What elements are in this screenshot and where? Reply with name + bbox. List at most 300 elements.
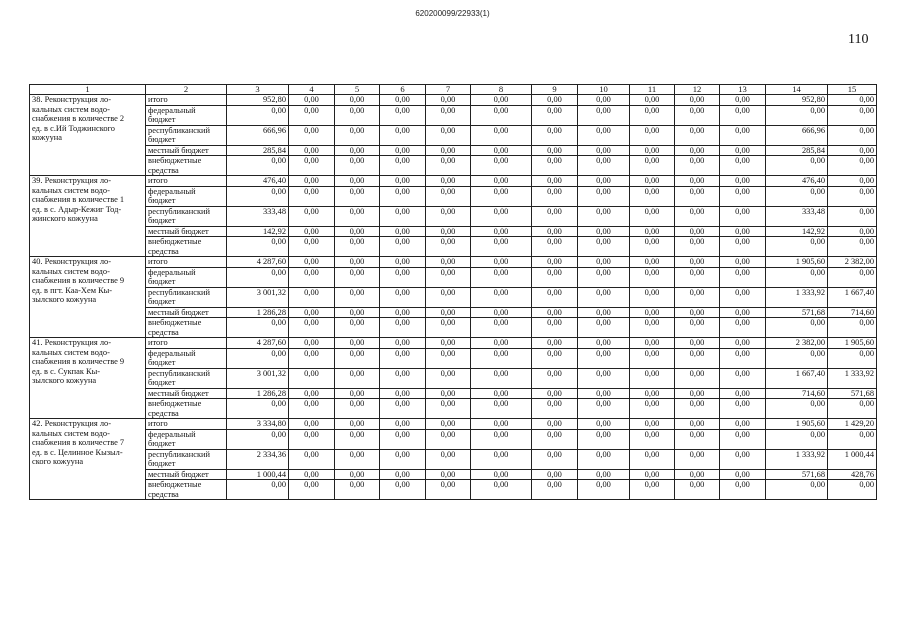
- value-cell-col-5: 0,00: [335, 348, 380, 368]
- value-cell-col-12: 0,00: [675, 469, 720, 480]
- value-cell-col-6: 0,00: [380, 186, 426, 206]
- value-cell-col-15: 0,00: [828, 267, 877, 287]
- value-cell-col-13: 0,00: [720, 125, 766, 145]
- value-cell-col-9: 0,00: [532, 95, 578, 106]
- project-name-line: кальных систем водо-: [32, 104, 110, 114]
- value-cell-col-15: 0,00: [828, 145, 877, 156]
- funding-source-cell: республиканский бюджет: [146, 368, 227, 388]
- value-cell-col-10: 0,00: [578, 125, 630, 145]
- value-cell-col-3: 0,00: [227, 348, 289, 368]
- value-cell-col-7: 0,00: [426, 237, 471, 257]
- funding-source-cell: федеральный бюджет: [146, 348, 227, 368]
- value-cell-col-14: 142,92: [766, 226, 828, 237]
- value-cell-col-10: 0,00: [578, 237, 630, 257]
- value-cell-col-13: 0,00: [720, 156, 766, 176]
- value-cell-col-7: 0,00: [426, 176, 471, 187]
- value-cell-col-7: 0,00: [426, 388, 471, 399]
- value-cell-col-13: 0,00: [720, 429, 766, 449]
- project-name-line: снабжения в количестве 9: [32, 276, 125, 285]
- value-cell-col-5: 0,00: [335, 318, 380, 338]
- value-cell-col-15: 0,00: [828, 226, 877, 237]
- value-cell-col-3: 4 287,60: [227, 257, 289, 268]
- value-cell-col-7: 0,00: [426, 318, 471, 338]
- project-name-line: снабжения в количестве 7: [32, 438, 125, 447]
- value-cell-col-8: 0,00: [471, 348, 532, 368]
- value-cell-col-5: 0,00: [335, 429, 380, 449]
- value-cell-col-10: 0,00: [578, 480, 630, 500]
- value-cell-col-3: 0,00: [227, 267, 289, 287]
- value-cell-col-11: 0,00: [630, 226, 675, 237]
- value-cell-col-7: 0,00: [426, 287, 471, 307]
- value-cell-col-10: 0,00: [578, 399, 630, 419]
- value-cell-col-12: 0,00: [675, 287, 720, 307]
- value-cell-col-6: 0,00: [380, 368, 426, 388]
- project-name-line: кальных систем водо-: [32, 347, 110, 357]
- value-cell-col-6: 0,00: [380, 480, 426, 500]
- value-cell-col-4: 0,00: [289, 156, 335, 176]
- value-cell-col-5: 0,00: [335, 95, 380, 106]
- value-cell-col-10: 0,00: [578, 419, 630, 430]
- value-cell-col-8: 0,00: [471, 237, 532, 257]
- value-cell-col-10: 0,00: [578, 257, 630, 268]
- value-cell-col-9: 0,00: [532, 237, 578, 257]
- value-cell-col-11: 0,00: [630, 429, 675, 449]
- value-cell-col-12: 0,00: [675, 338, 720, 349]
- value-cell-col-9: 0,00: [532, 105, 578, 125]
- value-cell-col-3: 0,00: [227, 186, 289, 206]
- value-cell-col-3: 2 334,36: [227, 449, 289, 469]
- project-name-line: ед. в с. Сукпак Кы-: [32, 366, 101, 376]
- value-cell-col-15: 0,00: [828, 480, 877, 500]
- value-cell-col-9: 0,00: [532, 348, 578, 368]
- column-number-10: 10: [578, 85, 630, 95]
- value-cell-col-10: 0,00: [578, 307, 630, 318]
- value-cell-col-4: 0,00: [289, 368, 335, 388]
- value-cell-col-11: 0,00: [630, 469, 675, 480]
- value-cell-col-6: 0,00: [380, 145, 426, 156]
- value-cell-col-14: 1 905,60: [766, 419, 828, 430]
- value-cell-col-15: 0,00: [828, 186, 877, 206]
- value-cell-col-15: 428,76: [828, 469, 877, 480]
- value-cell-col-3: 1 286,28: [227, 307, 289, 318]
- value-cell-col-10: 0,00: [578, 368, 630, 388]
- value-cell-col-6: 0,00: [380, 348, 426, 368]
- value-cell-col-4: 0,00: [289, 237, 335, 257]
- value-cell-col-4: 0,00: [289, 480, 335, 500]
- value-cell-col-4: 0,00: [289, 469, 335, 480]
- value-cell-col-7: 0,00: [426, 95, 471, 106]
- value-cell-col-14: 0,00: [766, 480, 828, 500]
- value-cell-col-6: 0,00: [380, 95, 426, 106]
- funding-source-cell: местный бюджет: [146, 145, 227, 156]
- budget-table: [29, 84, 877, 500]
- value-cell-col-9: 0,00: [532, 419, 578, 430]
- value-cell-col-9: 0,00: [532, 480, 578, 500]
- value-cell-col-5: 0,00: [335, 307, 380, 318]
- value-cell-col-14: 0,00: [766, 318, 828, 338]
- value-cell-col-13: 0,00: [720, 388, 766, 399]
- value-cell-col-13: 0,00: [720, 318, 766, 338]
- value-cell-col-7: 0,00: [426, 186, 471, 206]
- value-cell-col-12: 0,00: [675, 419, 720, 430]
- value-cell-col-4: 0,00: [289, 399, 335, 419]
- column-number-11: 11: [630, 85, 675, 95]
- value-cell-col-11: 0,00: [630, 399, 675, 419]
- value-cell-col-13: 0,00: [720, 105, 766, 125]
- value-cell-col-3: 1 000,44: [227, 469, 289, 480]
- value-cell-col-10: 0,00: [578, 176, 630, 187]
- value-cell-col-5: 0,00: [335, 176, 380, 187]
- value-cell-col-15: 0,00: [828, 156, 877, 176]
- project-name-line: кальных систем водо-: [32, 428, 110, 438]
- value-cell-col-5: 0,00: [335, 388, 380, 399]
- value-cell-col-4: 0,00: [289, 226, 335, 237]
- value-cell-col-14: 0,00: [766, 348, 828, 368]
- value-cell-col-5: 0,00: [335, 105, 380, 125]
- table-row: [30, 348, 877, 368]
- value-cell-col-8: 0,00: [471, 176, 532, 187]
- column-number-3: 3: [227, 85, 289, 95]
- funding-source-cell: федеральный бюджет: [146, 105, 227, 125]
- project-name-line: зылского кожууна: [32, 295, 97, 304]
- project-name-line: ед. в с. Адыр-Кежиг Тод-: [32, 204, 122, 214]
- value-cell-col-13: 0,00: [720, 469, 766, 480]
- funding-source-cell: внебюджетные средства: [146, 156, 227, 176]
- project-name-cell: [30, 257, 146, 338]
- value-cell-col-10: 0,00: [578, 226, 630, 237]
- value-cell-col-7: 0,00: [426, 419, 471, 430]
- value-cell-col-3: 476,40: [227, 176, 289, 187]
- value-cell-col-12: 0,00: [675, 480, 720, 500]
- value-cell-col-9: 0,00: [532, 145, 578, 156]
- value-cell-col-11: 0,00: [630, 368, 675, 388]
- value-cell-col-5: 0,00: [335, 287, 380, 307]
- value-cell-col-6: 0,00: [380, 429, 426, 449]
- project-name-line: кожууна: [32, 133, 62, 142]
- value-cell-col-9: 0,00: [532, 469, 578, 480]
- table-row: [30, 257, 877, 268]
- value-cell-col-10: 0,00: [578, 348, 630, 368]
- project-name-line: кальных систем водо-: [32, 185, 110, 195]
- value-cell-col-11: 0,00: [630, 95, 675, 106]
- value-cell-col-11: 0,00: [630, 186, 675, 206]
- funding-source-cell: итого: [146, 257, 227, 268]
- table-row: [30, 105, 877, 125]
- value-cell-col-9: 0,00: [532, 156, 578, 176]
- column-number-12: 12: [675, 85, 720, 95]
- value-cell-col-12: 0,00: [675, 206, 720, 226]
- value-cell-col-12: 0,00: [675, 429, 720, 449]
- value-cell-col-13: 0,00: [720, 267, 766, 287]
- value-cell-col-6: 0,00: [380, 105, 426, 125]
- value-cell-col-11: 0,00: [630, 105, 675, 125]
- funding-source-cell: местный бюджет: [146, 307, 227, 318]
- value-cell-col-14: 476,40: [766, 176, 828, 187]
- value-cell-col-15: 0,00: [828, 399, 877, 419]
- value-cell-col-10: 0,00: [578, 156, 630, 176]
- value-cell-col-8: 0,00: [471, 125, 532, 145]
- value-cell-col-10: 0,00: [578, 469, 630, 480]
- project-name-line: 41. Реконструкция ло-: [32, 338, 112, 347]
- value-cell-col-12: 0,00: [675, 156, 720, 176]
- value-cell-col-10: 0,00: [578, 105, 630, 125]
- value-cell-col-14: 571,68: [766, 307, 828, 318]
- value-cell-col-8: 0,00: [471, 105, 532, 125]
- value-cell-col-9: 0,00: [532, 449, 578, 469]
- value-cell-col-11: 0,00: [630, 145, 675, 156]
- project-name-cell: [30, 95, 146, 176]
- value-cell-col-3: 3 001,32: [227, 287, 289, 307]
- project-name-line: 40. Реконструкция ло-: [32, 257, 112, 266]
- value-cell-col-15: 0,00: [828, 95, 877, 106]
- project-name-line: снабжения в количестве 9: [32, 357, 125, 366]
- project-name-line: снабжения в количестве 1: [32, 195, 125, 204]
- value-cell-col-4: 0,00: [289, 206, 335, 226]
- value-cell-col-7: 0,00: [426, 156, 471, 176]
- value-cell-col-4: 0,00: [289, 267, 335, 287]
- value-cell-col-11: 0,00: [630, 257, 675, 268]
- value-cell-col-4: 0,00: [289, 348, 335, 368]
- value-cell-col-5: 0,00: [335, 449, 380, 469]
- value-cell-col-12: 0,00: [675, 399, 720, 419]
- value-cell-col-12: 0,00: [675, 176, 720, 187]
- value-cell-col-14: 714,60: [766, 388, 828, 399]
- value-cell-col-12: 0,00: [675, 388, 720, 399]
- value-cell-col-13: 0,00: [720, 237, 766, 257]
- value-cell-col-3: 952,80: [227, 95, 289, 106]
- value-cell-col-3: 666,96: [227, 125, 289, 145]
- value-cell-col-10: 0,00: [578, 267, 630, 287]
- value-cell-col-14: 285,84: [766, 145, 828, 156]
- value-cell-col-4: 0,00: [289, 257, 335, 268]
- value-cell-col-3: 142,92: [227, 226, 289, 237]
- value-cell-col-11: 0,00: [630, 307, 675, 318]
- value-cell-col-15: 2 382,00: [828, 257, 877, 268]
- value-cell-col-11: 0,00: [630, 267, 675, 287]
- value-cell-col-14: 952,80: [766, 95, 828, 106]
- funding-source-cell: внебюджетные средства: [146, 480, 227, 500]
- value-cell-col-4: 0,00: [289, 318, 335, 338]
- value-cell-col-6: 0,00: [380, 237, 426, 257]
- value-cell-col-7: 0,00: [426, 338, 471, 349]
- table-row: [30, 125, 877, 145]
- value-cell-col-6: 0,00: [380, 469, 426, 480]
- value-cell-col-14: 0,00: [766, 105, 828, 125]
- value-cell-col-9: 0,00: [532, 186, 578, 206]
- value-cell-col-15: 0,00: [828, 125, 877, 145]
- funding-source-cell: республиканский бюджет: [146, 287, 227, 307]
- value-cell-col-13: 0,00: [720, 257, 766, 268]
- funding-source-cell: итого: [146, 95, 227, 106]
- value-cell-col-5: 0,00: [335, 257, 380, 268]
- value-cell-col-11: 0,00: [630, 318, 675, 338]
- value-cell-col-12: 0,00: [675, 318, 720, 338]
- value-cell-col-3: 0,00: [227, 105, 289, 125]
- funding-source-cell: итого: [146, 338, 227, 349]
- value-cell-col-13: 0,00: [720, 206, 766, 226]
- value-cell-col-4: 0,00: [289, 338, 335, 349]
- value-cell-col-14: 0,00: [766, 429, 828, 449]
- value-cell-col-11: 0,00: [630, 338, 675, 349]
- value-cell-col-10: 0,00: [578, 318, 630, 338]
- table-row: [30, 237, 877, 257]
- value-cell-col-6: 0,00: [380, 176, 426, 187]
- value-cell-col-5: 0,00: [335, 145, 380, 156]
- value-cell-col-8: 0,00: [471, 156, 532, 176]
- project-name-line: ед. в пгт. Каа-Хем Кы-: [32, 285, 113, 295]
- value-cell-col-12: 0,00: [675, 267, 720, 287]
- value-cell-col-9: 0,00: [532, 257, 578, 268]
- value-cell-col-15: 0,00: [828, 105, 877, 125]
- value-cell-col-10: 0,00: [578, 145, 630, 156]
- value-cell-col-10: 0,00: [578, 388, 630, 399]
- table-row: [30, 287, 877, 307]
- value-cell-col-8: 0,00: [471, 145, 532, 156]
- value-cell-col-13: 0,00: [720, 307, 766, 318]
- value-cell-col-13: 0,00: [720, 145, 766, 156]
- value-cell-col-3: 1 286,28: [227, 388, 289, 399]
- funding-source-cell: внебюджетные средства: [146, 318, 227, 338]
- value-cell-col-11: 0,00: [630, 237, 675, 257]
- value-cell-col-6: 0,00: [380, 156, 426, 176]
- value-cell-col-3: 0,00: [227, 318, 289, 338]
- table-row: [30, 307, 877, 318]
- value-cell-col-13: 0,00: [720, 338, 766, 349]
- column-number-1: 1: [30, 85, 146, 95]
- project-name-line: ского кожууна: [32, 457, 84, 466]
- project-name-line: снабжения в количестве 2: [32, 114, 125, 123]
- table-body: [30, 85, 877, 500]
- value-cell-col-6: 0,00: [380, 399, 426, 419]
- value-cell-col-15: 1 905,60: [828, 338, 877, 349]
- value-cell-col-9: 0,00: [532, 267, 578, 287]
- value-cell-col-7: 0,00: [426, 125, 471, 145]
- page-number: 110: [848, 32, 869, 47]
- project-name-line: жинского кожууна: [32, 214, 98, 223]
- project-name-line: зылского кожууна: [32, 376, 97, 385]
- value-cell-col-8: 0,00: [471, 267, 532, 287]
- value-cell-col-5: 0,00: [335, 267, 380, 287]
- value-cell-col-15: 1 000,44: [828, 449, 877, 469]
- value-cell-col-9: 0,00: [532, 307, 578, 318]
- value-cell-col-10: 0,00: [578, 449, 630, 469]
- funding-source-cell: федеральный бюджет: [146, 186, 227, 206]
- value-cell-col-11: 0,00: [630, 125, 675, 145]
- column-number-5: 5: [335, 85, 380, 95]
- table-row: [30, 95, 877, 106]
- value-cell-col-9: 0,00: [532, 125, 578, 145]
- value-cell-col-9: 0,00: [532, 429, 578, 449]
- funding-source-cell: республиканский бюджет: [146, 449, 227, 469]
- value-cell-col-4: 0,00: [289, 449, 335, 469]
- value-cell-col-11: 0,00: [630, 388, 675, 399]
- value-cell-col-11: 0,00: [630, 449, 675, 469]
- value-cell-col-5: 0,00: [335, 125, 380, 145]
- project-name-line: 42. Реконструкция ло-: [32, 419, 112, 428]
- value-cell-col-12: 0,00: [675, 348, 720, 368]
- value-cell-col-7: 0,00: [426, 368, 471, 388]
- value-cell-col-14: 0,00: [766, 237, 828, 257]
- column-number-4: 4: [289, 85, 335, 95]
- value-cell-col-9: 0,00: [532, 338, 578, 349]
- funding-source-cell: местный бюджет: [146, 226, 227, 237]
- value-cell-col-13: 0,00: [720, 399, 766, 419]
- value-cell-col-4: 0,00: [289, 176, 335, 187]
- table-row: [30, 388, 877, 399]
- funding-source-cell: местный бюджет: [146, 469, 227, 480]
- value-cell-col-13: 0,00: [720, 419, 766, 430]
- value-cell-col-15: 0,00: [828, 348, 877, 368]
- value-cell-col-3: 4 287,60: [227, 338, 289, 349]
- value-cell-col-14: 2 382,00: [766, 338, 828, 349]
- funding-source-cell: внебюджетные средства: [146, 399, 227, 419]
- value-cell-col-7: 0,00: [426, 449, 471, 469]
- value-cell-col-5: 0,00: [335, 480, 380, 500]
- value-cell-col-5: 0,00: [335, 469, 380, 480]
- value-cell-col-10: 0,00: [578, 186, 630, 206]
- value-cell-col-8: 0,00: [471, 399, 532, 419]
- value-cell-col-8: 0,00: [471, 338, 532, 349]
- column-number-2: 2: [146, 85, 227, 95]
- value-cell-col-8: 0,00: [471, 449, 532, 469]
- value-cell-col-14: 1 905,60: [766, 257, 828, 268]
- value-cell-col-13: 0,00: [720, 449, 766, 469]
- value-cell-col-10: 0,00: [578, 338, 630, 349]
- value-cell-col-8: 0,00: [471, 388, 532, 399]
- value-cell-col-9: 0,00: [532, 368, 578, 388]
- table-row: [30, 318, 877, 338]
- value-cell-col-10: 0,00: [578, 287, 630, 307]
- table-row: [30, 368, 877, 388]
- value-cell-col-8: 0,00: [471, 480, 532, 500]
- value-cell-col-4: 0,00: [289, 419, 335, 430]
- value-cell-col-8: 0,00: [471, 307, 532, 318]
- project-name-line: кальных систем водо-: [32, 266, 110, 276]
- value-cell-col-6: 0,00: [380, 125, 426, 145]
- value-cell-col-13: 0,00: [720, 226, 766, 237]
- value-cell-col-6: 0,00: [380, 419, 426, 430]
- value-cell-col-7: 0,00: [426, 145, 471, 156]
- value-cell-col-9: 0,00: [532, 399, 578, 419]
- value-cell-col-6: 0,00: [380, 226, 426, 237]
- column-number-13: 13: [720, 85, 766, 95]
- column-number-row: [30, 85, 877, 95]
- table-row: [30, 449, 877, 469]
- value-cell-col-11: 0,00: [630, 480, 675, 500]
- value-cell-col-3: 0,00: [227, 480, 289, 500]
- value-cell-col-11: 0,00: [630, 419, 675, 430]
- funding-source-cell: республиканский бюджет: [146, 125, 227, 145]
- value-cell-col-3: 0,00: [227, 399, 289, 419]
- value-cell-col-15: 1 333,92: [828, 368, 877, 388]
- value-cell-col-14: 0,00: [766, 399, 828, 419]
- funding-source-cell: итого: [146, 419, 227, 430]
- value-cell-col-15: 714,60: [828, 307, 877, 318]
- value-cell-col-7: 0,00: [426, 105, 471, 125]
- value-cell-col-10: 0,00: [578, 429, 630, 449]
- table-row: [30, 469, 877, 480]
- value-cell-col-9: 0,00: [532, 206, 578, 226]
- value-cell-col-3: 3 334,80: [227, 419, 289, 430]
- value-cell-col-12: 0,00: [675, 125, 720, 145]
- column-number-8: 8: [471, 85, 532, 95]
- value-cell-col-12: 0,00: [675, 105, 720, 125]
- table-row: [30, 480, 877, 500]
- funding-source-cell: федеральный бюджет: [146, 429, 227, 449]
- column-number-6: 6: [380, 85, 426, 95]
- value-cell-col-12: 0,00: [675, 226, 720, 237]
- value-cell-col-5: 0,00: [335, 156, 380, 176]
